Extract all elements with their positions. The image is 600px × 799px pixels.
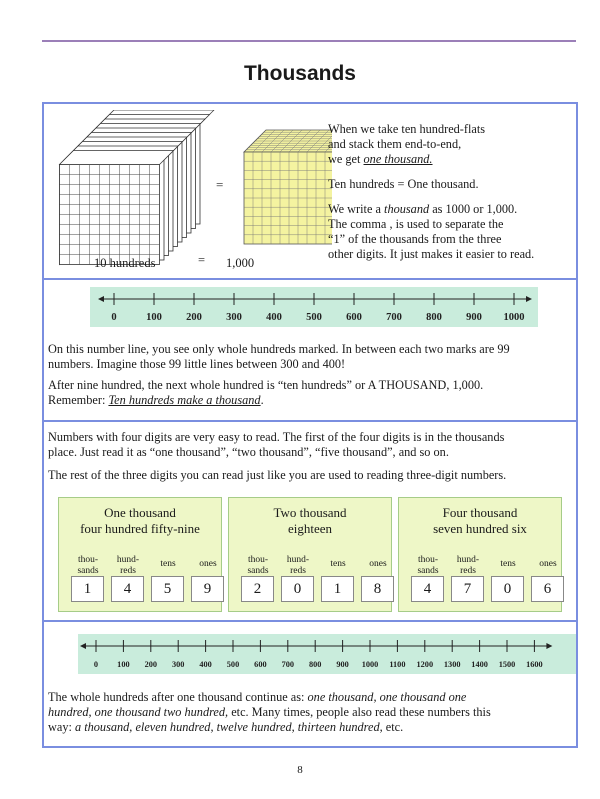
tick-label: 700 bbox=[386, 312, 402, 323]
one-thousand-emphasis: one thousand. bbox=[363, 152, 433, 166]
tick-label: 1300 bbox=[443, 660, 461, 669]
tens-header: tens bbox=[160, 559, 176, 569]
thousand-explanation: After nine hundred, the next whole hundred is “ten hundreds” or A THOUSAND, 1,000. Remember: Ten hundreds make a thousand. bbox=[48, 378, 484, 407]
tick-label: 500 bbox=[226, 660, 240, 669]
continuation-line: The whole hundreds after one thousand continue as: one thousand, one thousand one bbox=[48, 690, 467, 704]
equation-text: Ten hundreds = One thousand. bbox=[328, 177, 479, 191]
card-number-words: Two thousand eighteen bbox=[273, 505, 347, 536]
tick-label: 900 bbox=[336, 660, 349, 669]
digit-box: 9 bbox=[191, 576, 224, 602]
thousand-cube bbox=[244, 130, 332, 244]
ten-hundreds-label: 10 hundreds bbox=[94, 256, 156, 270]
tick-label: 1400 bbox=[471, 660, 488, 669]
ones-header: ones bbox=[199, 559, 217, 569]
left-arrow-icon bbox=[98, 296, 104, 302]
hundreds-header: hund- reds bbox=[456, 555, 480, 576]
equals-sign-mid: = bbox=[216, 177, 224, 192]
tick-label: 300 bbox=[226, 312, 242, 323]
page-title: Thousands bbox=[243, 62, 356, 85]
tick-label: 1600 bbox=[526, 660, 543, 669]
thousands-header: thou- sands bbox=[77, 555, 99, 576]
digit-box: 0 bbox=[491, 576, 524, 602]
one-thousand-label: 1,000 bbox=[226, 256, 255, 270]
digit-box: 4 bbox=[111, 576, 144, 602]
hundred-flats-illustration bbox=[52, 110, 332, 276]
ones-header: ones bbox=[369, 559, 387, 569]
intro-paragraph: When we take ten hundred-flats and stack them end-to-end, we get one thousand. bbox=[328, 122, 486, 166]
tens-header: tens bbox=[500, 559, 516, 569]
digit-box: 8 bbox=[361, 576, 394, 602]
number-line-0-1600 bbox=[78, 634, 576, 674]
tick-label: 900 bbox=[466, 312, 482, 323]
section-number-line-thousands bbox=[42, 620, 578, 748]
digit-box: 7 bbox=[451, 576, 484, 602]
card-number-words: Four thousand seven hundred six bbox=[433, 505, 527, 536]
tick-label: 700 bbox=[281, 660, 295, 669]
tick-label: 1000 bbox=[503, 312, 525, 323]
tick-label: 1100 bbox=[389, 660, 406, 669]
tick-label: 300 bbox=[171, 660, 185, 669]
hundreds-header: hund- reds bbox=[116, 555, 140, 576]
tick-label: 100 bbox=[117, 660, 130, 669]
digit-box: 4 bbox=[411, 576, 444, 602]
right-arrow-icon bbox=[546, 643, 552, 649]
continuation-line: way: a thousand, eleven hundred, twelve hundred, thirteen hundred, etc. bbox=[48, 720, 404, 734]
thousands-header: thou- sands bbox=[417, 555, 439, 576]
page-number: 8 bbox=[297, 764, 303, 776]
continuing-hundreds-text bbox=[48, 690, 576, 735]
thousands-header: thou- sands bbox=[247, 555, 269, 576]
digit-box: 6 bbox=[531, 576, 564, 602]
digit-box: 1 bbox=[321, 576, 354, 602]
tick-label: 800 bbox=[308, 660, 322, 669]
digit-box: 5 bbox=[151, 576, 184, 602]
tick-label: 0 bbox=[93, 660, 99, 669]
tick-label: 1200 bbox=[416, 660, 434, 669]
digit-box: 0 bbox=[281, 576, 314, 602]
tens-header: tens bbox=[330, 559, 346, 569]
place-value-card bbox=[58, 497, 222, 612]
remember-emphasis: Ten hundreds make a thousand bbox=[108, 393, 261, 407]
tick-label: 600 bbox=[254, 660, 267, 669]
left-arrow-icon bbox=[80, 643, 86, 649]
tick-label: 600 bbox=[346, 312, 362, 323]
place-value-card bbox=[228, 497, 392, 612]
hundreds-header: hund- reds bbox=[286, 555, 310, 576]
right-arrow-icon bbox=[526, 296, 532, 302]
tick-label: 1500 bbox=[498, 660, 516, 669]
digit-box: 2 bbox=[241, 576, 274, 602]
section-number-line-hundreds bbox=[42, 278, 578, 422]
three-digit-explanation: The rest of the three digits you can read just like you are used to reading three-digit numbers. bbox=[48, 468, 507, 482]
continuation-line: hundred, one thousand two hundred, etc. Many times, people also read these numbers this bbox=[48, 705, 491, 719]
equals-sign-bottom: = bbox=[198, 253, 206, 267]
tick-label: 200 bbox=[186, 312, 202, 323]
tick-label: 400 bbox=[266, 312, 282, 323]
four-digit-explanation: Numbers with four digits are very easy to read. The first of the four digits is in the thousands place. Just read it as “one thousand”, “two thousand”, “five thousand”, and so on. bbox=[48, 430, 505, 459]
card-number-words: One thousand four hundred fifty-nine bbox=[80, 505, 200, 536]
tick-label: 0 bbox=[111, 312, 117, 323]
tick-label: 500 bbox=[306, 312, 322, 323]
tick-label: 1000 bbox=[361, 660, 379, 669]
top-rule bbox=[42, 40, 576, 42]
digit-box: 1 bbox=[71, 576, 104, 602]
place-value-card bbox=[398, 497, 562, 612]
number-line-explanation: On this number line, you see only whole hundreds marked. In between each two marks are 99 numbers. Imagine those 99 little lines between 300 and 400! bbox=[48, 342, 510, 371]
tick-label: 200 bbox=[144, 660, 158, 669]
hundred-flat bbox=[60, 151, 174, 265]
number-line-0-1000 bbox=[90, 287, 538, 327]
ones-header: ones bbox=[539, 559, 557, 569]
tick-label: 100 bbox=[146, 312, 162, 323]
writing-paragraph: We write a thousand as 1000 or 1,000. The comma , is used to separate the “1” of the thousands from the three other digits. It just makes it easier to read. bbox=[328, 202, 535, 261]
tick-label: 800 bbox=[426, 312, 442, 323]
tick-label: 400 bbox=[199, 660, 212, 669]
section-thousand-intro bbox=[42, 102, 578, 280]
